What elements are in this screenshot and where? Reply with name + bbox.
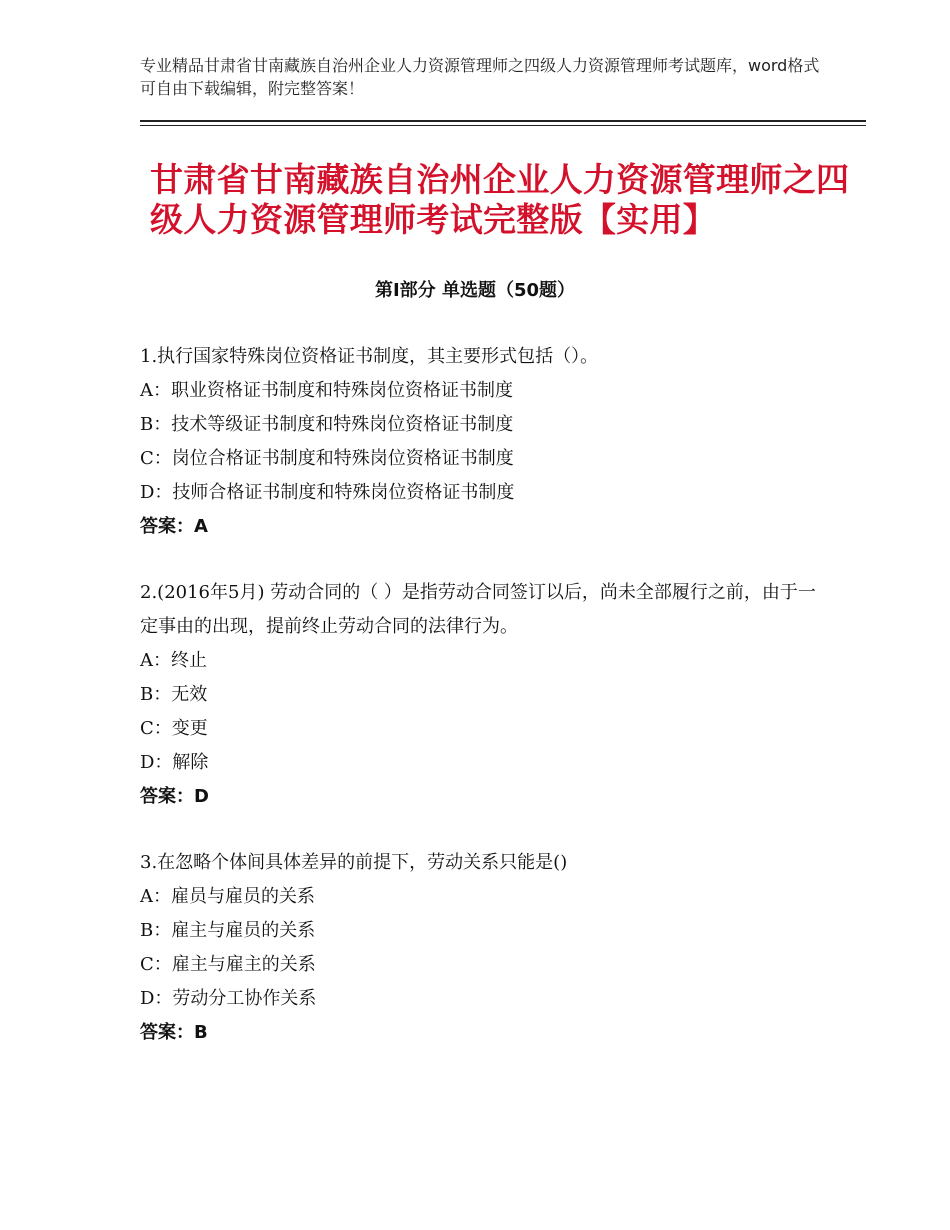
answer-line: 答案：D <box>140 786 209 807</box>
option-d: D：解除 <box>140 752 209 773</box>
question-item <box>140 846 820 1050</box>
option-c: C：变更 <box>140 718 208 739</box>
option-b: B：无效 <box>140 684 208 705</box>
header-rule-thick <box>140 120 866 122</box>
answer-line: 答案：B <box>140 1022 208 1043</box>
question-stem: 3.在忽略个体间具体差异的前提下，劳动关系只能是() <box>140 852 568 873</box>
header-rule-thin <box>140 125 866 126</box>
document-title: 甘肃省甘南藏族自治州企业人力资源管理师之四级人力资源管理师考试完整版【实用】 <box>150 160 850 239</box>
option-a: A：终止 <box>140 650 207 671</box>
section-heading: 第Ⅰ部分 单选题（50题） <box>374 280 575 301</box>
option-a: A：职业资格证书制度和特殊岗位资格证书制度 <box>140 380 513 401</box>
option-b: B：技术等级证书制度和特殊岗位资格证书制度 <box>140 414 514 435</box>
option-a: A：雇员与雇员的关系 <box>140 886 315 907</box>
question-list <box>140 340 820 1082</box>
question-item <box>140 340 820 544</box>
option-c: C：岗位合格证书制度和特殊岗位资格证书制度 <box>140 448 514 469</box>
answer-line: 答案：A <box>140 516 208 537</box>
option-d: D：劳动分工协作关系 <box>140 988 317 1009</box>
question-stem: 1.执行国家特殊岗位资格证书制度，其主要形式包括（）。 <box>140 346 599 367</box>
question-stem: 2.(2016年5月) 劳动合同的（ ）是指劳动合同签订以后，尚未全部履行之前，由于一定事由的出现，提前终止劳动合同的法律行为。 <box>140 582 816 637</box>
option-d: D：技师合格证书制度和特殊岗位资格证书制度 <box>140 482 515 503</box>
question-item <box>140 576 820 814</box>
document-header-note: 专业精品甘肃省甘南藏族自治州企业人力资源管理师之四级人力资源管理师考试题库，word格式可自由下载编辑，附完整答案！ <box>140 56 820 98</box>
option-c: C：雇主与雇主的关系 <box>140 954 316 975</box>
option-b: B：雇主与雇员的关系 <box>140 920 316 941</box>
